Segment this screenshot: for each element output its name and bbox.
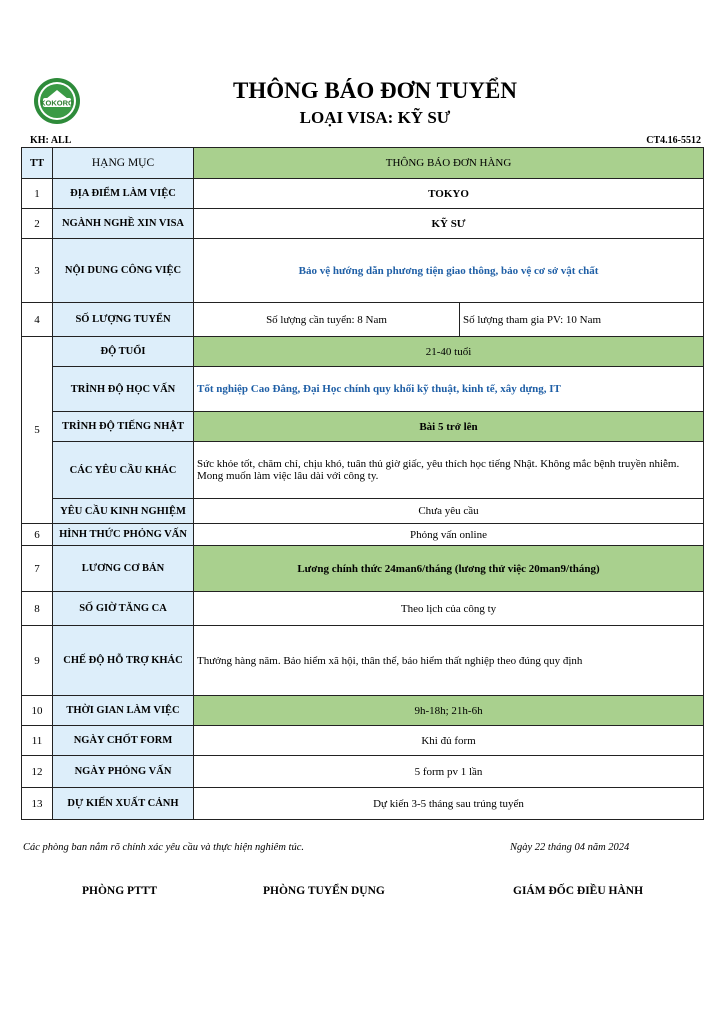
table-row [22, 499, 704, 524]
row-value: Theo lịch của công ty [194, 592, 704, 626]
row-value: 9h-18h; 21h-6h [194, 696, 704, 726]
row-number: 10 [22, 696, 53, 726]
row-value: Lương chính thức 24man6/tháng (lương thử việc 20man9/tháng) [194, 546, 704, 592]
customer-code: KH: ALL [30, 135, 72, 146]
row-value: Phỏng vấn online [194, 524, 704, 546]
row-value: Chưa yêu cầu [194, 499, 704, 524]
table-row [22, 337, 704, 367]
requirement-line: Mong muốn làm việc lâu dài với công ty. [197, 470, 379, 482]
table-row [22, 303, 704, 337]
row-label: LƯƠNG CƠ BẢN [53, 546, 194, 592]
table-row [22, 592, 704, 626]
row-number: 8 [22, 592, 53, 626]
table-row [22, 179, 704, 209]
row-label: THỜI GIAN LÀM VIỆC [53, 696, 194, 726]
row-value: 21-40 tuổi [194, 337, 704, 367]
row-label: CHẾ ĐỘ HỖ TRỢ KHÁC [53, 626, 194, 696]
row-label: DỰ KIẾN XUẤT CẢNH [53, 788, 194, 820]
row-label: HÌNH THỨC PHỎNG VẤN [53, 524, 194, 546]
table-row [22, 756, 704, 788]
row-number: 6 [22, 524, 53, 546]
table-row [22, 788, 704, 820]
header-category: HẠNG MỤC [53, 148, 194, 179]
row-number: 13 [22, 788, 53, 820]
row-value: 5 form pv 1 lần [194, 756, 704, 788]
row-value: Dự kiến 3-5 tháng sau trúng tuyển [194, 788, 704, 820]
table-header-row [22, 148, 704, 179]
row-label: NGÀY PHỎNG VẤN [53, 756, 194, 788]
table-row [22, 626, 704, 696]
row-number: 12 [22, 756, 53, 788]
header-tt: TT [22, 148, 53, 179]
page-title: THÔNG BÁO ĐƠN TUYỂN [233, 78, 517, 103]
kokoro-logo-icon [33, 77, 81, 125]
row-value: Số lượng tham gia PV: 10 Nam [460, 303, 704, 337]
row-number: 7 [22, 546, 53, 592]
requirement-line: Sức khỏe tốt, chăm chỉ, chịu khó, tuân thủ giờ giấc, yêu thích học tiếng Nhật. Không mắc bệnh truyền nhiễm. [197, 458, 680, 470]
row-value: KỸ SƯ [194, 209, 704, 239]
row-value: Thưởng hàng năm. Bảo hiểm xã hội, thân thể, bảo hiểm thất nghiệp theo đúng quy định [194, 626, 704, 696]
row-number: 3 [22, 239, 53, 303]
signature-recruitment: PHÒNG TUYỂN DỤNG [263, 885, 385, 897]
row-label: NỘI DUNG CÔNG VIỆC [53, 239, 194, 303]
table-row [22, 412, 704, 442]
signature-director: GIÁM ĐỐC ĐIỀU HÀNH [513, 885, 644, 897]
row-label: SỐ GIỜ TĂNG CA [53, 592, 194, 626]
table-row [22, 546, 704, 592]
table-row [22, 367, 704, 412]
row-number: 2 [22, 209, 53, 239]
row-value: TOKYO [194, 179, 704, 209]
footer-date: Ngày 22 tháng 04 năm 2024 [510, 842, 630, 853]
row-number: 4 [22, 303, 53, 337]
row-label: NGÀNH NGHỀ XIN VISA [53, 209, 194, 239]
signature-pttt: PHÒNG PTTT [82, 885, 158, 897]
row-number: 1 [22, 179, 53, 209]
row-label: ĐỊA ĐIỂM LÀM VIỆC [53, 179, 194, 209]
table-row [22, 442, 704, 499]
row-label: TRÌNH ĐỘ HỌC VẤN [53, 367, 194, 412]
row-value: Bài 5 trở lên [194, 412, 704, 442]
row-value: Khi đủ form [194, 726, 704, 756]
row-label: SỐ LƯỢNG TUYỂN [53, 303, 194, 337]
row-label: CÁC YÊU CẦU KHÁC [53, 442, 194, 499]
table-row [22, 209, 704, 239]
row-label: NGÀY CHỐT FORM [53, 726, 194, 756]
table-row [22, 696, 704, 726]
row-label: TRÌNH ĐỘ TIẾNG NHẬT [53, 412, 194, 442]
header-info: THÔNG BÁO ĐƠN HÀNG [194, 148, 704, 179]
page-subtitle: LOẠI VISA: KỸ SƯ [299, 108, 451, 127]
row-label: YÊU CẦU KINH NGHIỆM [53, 499, 194, 524]
footer-note: Các phòng ban nắm rõ chính xác yêu cầu và thực hiện nghiêm túc. [23, 842, 304, 853]
row-number: 5 [22, 337, 53, 524]
row-value: Số lượng cần tuyển: 8 Nam [194, 303, 460, 337]
row-number: 9 [22, 626, 53, 696]
row-number: 11 [22, 726, 53, 756]
job-order-table [21, 147, 704, 820]
row-value: Bảo vệ hướng dẫn phương tiện giao thông, bảo vệ cơ sở vật chất [194, 239, 704, 303]
row-label: ĐỘ TUỔI [53, 337, 194, 367]
row-value: Tốt nghiệp Cao Đẳng, Đại Học chính quy khối kỹ thuật, kinh tế, xây dựng, IT [194, 367, 704, 412]
table-row [22, 239, 704, 303]
svg-text:KOKORO: KOKORO [40, 98, 74, 108]
table-row [22, 726, 704, 756]
row-value [194, 442, 704, 499]
document-code: CT4.16-5512 [646, 135, 701, 146]
table-row [22, 524, 704, 546]
